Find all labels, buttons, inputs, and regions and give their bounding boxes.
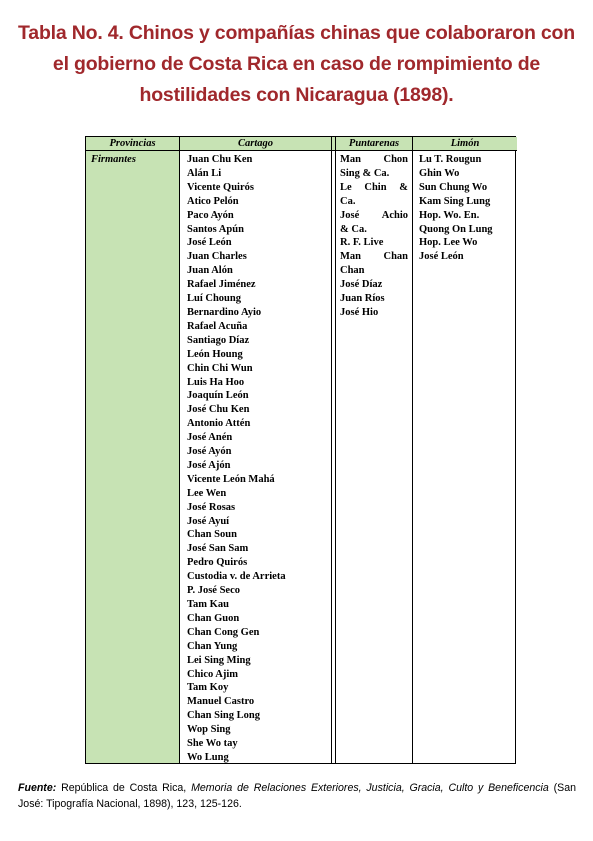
column-cartago: [180, 137, 332, 763]
cartago-name-cell: Chan Guon: [187, 612, 240, 624]
cartago-name-cell: Paco Ayón: [187, 209, 234, 221]
cartago-name-cell: Chin Chi Wun: [187, 362, 253, 374]
column-limon: [413, 137, 517, 763]
source-footnote: [18, 780, 576, 812]
cartago-name-cell: León Houng: [187, 348, 243, 360]
puntarenas-name-cell: Le Chin &: [340, 181, 408, 193]
cartago-name-cell: José Ajón: [187, 459, 231, 471]
cartago-name-cell: Wop Sing: [187, 724, 231, 736]
cartago-name-cell: José Ayón: [187, 446, 232, 458]
cartago-name-cell: Wo Lung: [187, 751, 229, 763]
cartago-name-cell: Luí Choung: [187, 293, 241, 305]
header-puntarenas: Puntarenas: [336, 137, 412, 151]
header-provincias: Provincias: [86, 137, 179, 151]
header-limon: Limón: [413, 137, 517, 151]
footnote-text-1: República de Costa Rica,: [56, 782, 192, 794]
puntarenas-name-cell: José Díaz: [340, 279, 383, 291]
column-provincias: [86, 137, 180, 763]
cartago-name-cell: Manuel Castro: [187, 696, 255, 708]
puntarenas-name-cell: José Achio: [340, 209, 408, 221]
cartago-name-cell: Santiago Díaz: [187, 334, 250, 346]
footnote-label: Fuente:: [18, 782, 57, 794]
row-label-firmantes: Firmantes: [91, 154, 136, 165]
puntarenas-name-cell: Ca.: [340, 195, 356, 207]
cartago-name-cell: Vicente León Mahá: [187, 473, 275, 485]
limon-name-cell: Quong On Lung: [419, 223, 493, 235]
cartago-name-cell: Vicente Quirós: [187, 181, 254, 193]
cartago-name-cell: Luis Ha Hoo: [187, 376, 245, 388]
puntarenas-name-cell: Chan: [340, 265, 365, 277]
cartago-name-cell: She Wo tay: [187, 738, 238, 750]
cartago-name-cell: Chico Ajim: [187, 668, 239, 680]
cartago-name-cell: José León: [187, 237, 232, 249]
cartago-name-cell: Rafael Jiménez: [187, 279, 256, 291]
puntarenas-name-cell: Sing & Ca.: [340, 167, 390, 179]
cartago-name-cell: Tam Kau: [187, 599, 229, 610]
limon-name-cell: Ghin Wo: [419, 167, 460, 179]
cartago-name-cell: Pedro Quirós: [187, 557, 248, 569]
cartago-name-cell: Chan Sing Long: [187, 710, 260, 722]
limon-name-cell: Hop. Wo. En.: [419, 209, 480, 221]
cartago-name-cell: Chan Yung: [187, 640, 238, 652]
puntarenas-name-cell: R. F. Live: [340, 237, 384, 249]
limon-name-cell: José León: [419, 251, 464, 263]
cartago-name-cell: Juan Chu Ken: [187, 154, 253, 165]
puntarenas-name-cell: Man Chan: [340, 251, 408, 263]
limon-name-cell: Sun Chung Wo: [419, 181, 488, 193]
cartago-name-cell: Bernardino Ayio: [187, 306, 262, 318]
puntarenas-name-cell: & Ca.: [340, 223, 367, 235]
puntarenas-name-cell: José Hio: [340, 306, 379, 318]
cartago-name-cell: Chan Soun: [187, 529, 237, 541]
limon-name-cell: Kam Sing Lung: [419, 195, 491, 207]
cartago-name-cell: Atico Pelón: [187, 195, 239, 207]
cartago-name-cell: Custodia v. de Arrieta: [187, 571, 286, 583]
puntarenas-name-cell: Man Chon: [340, 154, 408, 165]
cartago-name-cell: Juan Charles: [187, 251, 247, 263]
cartago-name-cell: Chan Cong Gen: [187, 626, 260, 638]
cartago-name-cell: José Rosas: [187, 501, 236, 513]
cartago-name-cell: José Ayuí: [187, 515, 230, 527]
cartago-name-cell: José San Sam: [187, 543, 249, 555]
cartago-name-cell: Tam Koy: [187, 682, 229, 694]
cartago-name-cell: Lee Wen: [187, 487, 227, 499]
cartago-name-cell: Lei Sing Ming: [187, 654, 251, 666]
cartago-name-cell: Alán Li: [187, 167, 222, 179]
cartago-name-cell: Juan Alón: [187, 265, 233, 277]
column-puntarenas: [336, 137, 413, 763]
limon-name-cell: Hop. Lee Wo: [419, 237, 478, 249]
chinese-signatories-table: [85, 136, 516, 764]
page-title: Tabla No. 4. Chinos y compañías chinas que colaboraron con el gobierno de Costa Rica en caso de rompimiento de hostilidades con Nicaragua (1898).: [18, 22, 575, 106]
cartago-name-cell: P. José Seco: [187, 585, 240, 597]
cartago-name-cell: Rafael Acuña: [187, 320, 248, 332]
cartago-name-cell: Antonio Attén: [187, 418, 251, 430]
footnote-publication-title: Memoria de Relaciones Exteriores, Justicia, Gracia, Culto y Beneficencia: [191, 782, 549, 794]
cartago-name-cell: Joaquín León: [187, 390, 249, 402]
header-spacer: [332, 137, 335, 151]
cartago-name-cell: José Chu Ken: [187, 404, 250, 416]
header-cartago: Cartago: [180, 137, 331, 151]
limon-name-cell: Lu T. Rougun: [419, 154, 482, 165]
puntarenas-name-cell: Juan Ríos: [340, 293, 385, 305]
footnote-text-2: (San José: Tipografía Nacional, 1898), 123, 125-126.: [18, 782, 576, 810]
cartago-name-cell: José Anén: [187, 432, 233, 444]
cartago-name-cell: Santos Apún: [187, 223, 244, 235]
